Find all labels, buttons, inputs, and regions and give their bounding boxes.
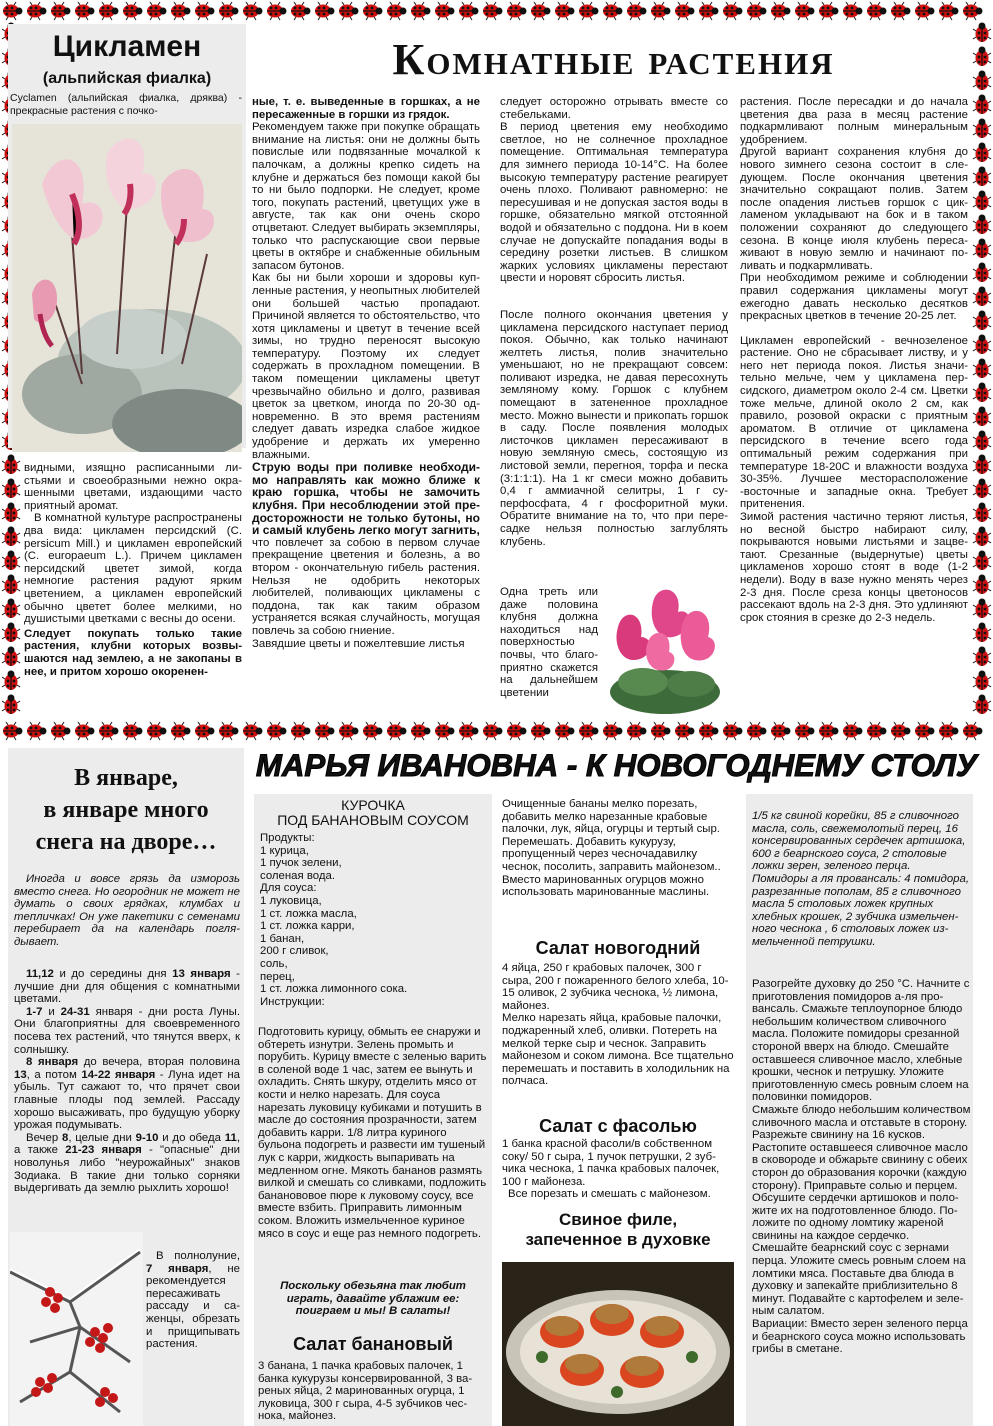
- ladybug-icon: [459, 2, 479, 20]
- cyclamen-title: Цикламен: [52, 30, 202, 63]
- ladybug-icon: [675, 2, 695, 20]
- title-line: снега на дворе…: [35, 829, 217, 855]
- ladybug-icon: [973, 287, 991, 307]
- bold-span: 13: [14, 1068, 27, 1081]
- ladybug-icon: [2, 527, 20, 547]
- ladybug-icon: [507, 722, 527, 740]
- ladybug-icon: [867, 2, 887, 20]
- ingredient-line: 1 банан,: [260, 932, 305, 945]
- ladybug-icon: [603, 2, 623, 20]
- ladybug-icon: [123, 2, 143, 20]
- ladybug-icon: [531, 2, 551, 20]
- ladybug-icon: [675, 722, 695, 740]
- ingredient-line: Продукты:: [260, 832, 315, 844]
- bold-span: 14-22 января: [81, 1068, 156, 1081]
- paragraph: После полного окончания цветения у цикламена персидского наступает период покоя. Обычно, как только начинают желтеть листья, полив значительно уменьшают, но не прекращают совсем: поливают изредка, не давая пересохнуть земляному кому. Горшок с клубнем помещают в затененное прохладное место. Можно вынести и прикопать горшок в саду. После появления молодых листочков цикламен пересаживают в новую земляную смесь, состоящую из листовой земли, перегноя, торфа и песка (3:1:1:1). На 1 кг смеси можно добавить 0,4 г аммиачной селитры, 1 г суперфосфата, 4 г фосфоритной муки. Обратите внимание на то, что при пересадке нельзя полностью заглублять клубень.: [500, 308, 728, 548]
- ladybug-icon: [843, 722, 863, 740]
- ladybug-border-middle: [0, 720, 993, 742]
- ladybug-icon: [819, 2, 839, 20]
- ladybug-icon: [973, 167, 991, 187]
- ladybug-icon: [435, 2, 455, 20]
- ladybug-icon: [507, 2, 527, 20]
- banana-salad-text: 3 банана, 1 пачка крабовых палочек, 1 банка кукурузы консервированной, 3 вареных яйца, 2 маринованных огурца, 1 луковица, 300 г сыра, 4-5 зубчиков чеснока, майонез.: [258, 1360, 473, 1423]
- ladybug-icon: [939, 722, 959, 740]
- ladybug-icon: [2, 551, 20, 571]
- paragraph: видными, изящно расписанными листьями и своеобразными нежно окрашенными цветами, издающими часто приятный аромат.: [24, 462, 242, 512]
- mid-col-banana: Очищенные бананы мелко порезать, добавить мелко нарезанные крабовые палочки, лук, яйца, огурцы и тертый сыр. Перемешать. Добавить кукурузу, пропущенный через чесночадавилку чеснок, посолить, заправить майонезом.. Вместо маринованных огурцов можно использовать маринованные маслины.: [502, 798, 721, 899]
- span: и: [48, 1005, 55, 1018]
- ladybug-icon: [973, 623, 991, 643]
- ladybug-icon: [603, 722, 623, 740]
- paragraph: Рекомендуем также при покупке обращать внимание на листья: они не должны быть повислые или подвязанные мочалкой к палочкам, а должны крепко сидеть на клубне и держаться без помощи какой бы то ни было подпорки. Не следует, кроме того, покупать растений, цветущих уже в августе, так как они очень скоро отцветают. Следует выбирать экземпляры, только что распускающие свои первые цветы в октябре и снабженные обильным запасом бутонов.: [252, 121, 480, 272]
- ladybug-icon: [973, 239, 991, 259]
- ladybug-icon: [723, 722, 743, 740]
- ladybug-icon: [973, 455, 991, 475]
- ladybug-icon: [2, 695, 20, 715]
- ladybug-icon: [75, 2, 95, 20]
- stuffed-tomatoes-photo: [502, 1262, 734, 1426]
- ladybug-icon: [699, 722, 719, 740]
- ladybug-icon: [747, 2, 767, 20]
- ladybug-icon: [315, 2, 335, 20]
- new-year-salad-text: [502, 962, 734, 1088]
- ladybug-icon: [387, 722, 407, 740]
- ladybug-icon: [973, 311, 991, 331]
- ladybug-icon: [973, 695, 991, 715]
- paragraph: [14, 968, 240, 1006]
- ladybug-icon: [267, 2, 287, 20]
- bean-salad-title: Салат с фасолью: [539, 1116, 697, 1136]
- ladybug-icon: [627, 2, 647, 20]
- ladybug-border-right: [971, 0, 993, 740]
- pork-fillet-title: [500, 1210, 736, 1250]
- bold-span: 1-7: [26, 1005, 43, 1018]
- ladybug-icon: [291, 2, 311, 20]
- paragraph-bold: ные, т. е. выведенные в горшках, а не пересаженные в горшки из грядок.: [252, 96, 480, 121]
- ladybug-icon: [795, 2, 815, 20]
- ladybug-icon: [267, 722, 287, 740]
- ingredient-line: 1 курица,: [260, 844, 309, 857]
- ladybug-icon: [973, 431, 991, 451]
- span: В полнолуние,: [156, 1250, 240, 1262]
- ladybug-icon: [27, 722, 47, 740]
- ladybug-icon: [339, 722, 359, 740]
- bold-span: 8 января: [26, 1056, 79, 1069]
- pork-instructions: [752, 978, 974, 1356]
- ladybug-icon: [315, 722, 335, 740]
- span: , а также: [14, 1131, 241, 1157]
- title-line: Свиное филе,: [558, 1210, 678, 1229]
- paragraph: Смажьте блюдо небольшим количеством сливочного масла и отставьте в сторону. Разрежьте свинину на 16 кусков. Растопите оставшееся сливочное масло в сковороде и обжарьте свинину с обеих сторон до образования корочки (каждую сторону). Приправьте солью и перцем.: [752, 1103, 971, 1192]
- kurochka-ingredients: [260, 832, 486, 1008]
- ladybug-icon: [973, 143, 991, 163]
- span: , а потом: [26, 1068, 77, 1081]
- paragraph: 1/5 кг свиной корейки, 85 г сливочного масла, соль, свежемолотый перец, 16 консервированных сердечек артишока, 600 г беарнского соуса, 2 столовые ложки зерен, зеленого перца.: [752, 810, 966, 873]
- ingredient-line: перец,: [260, 970, 295, 983]
- paragraph: 4 яйца, 250 г крабовых палочек, 300 г сыра, 200 г пожаренного белого хлеба, 10-15 оливок, 2 зубчика чеснока, ½ лимона, майонез.: [502, 962, 729, 1012]
- ingredient-line: Для соуса:: [260, 882, 317, 895]
- cyclamen-intro: Cyclamen (альпийская фиалка, дряква) - прекрасные растения с почко-: [10, 92, 242, 117]
- title-line: КУРОЧКА: [341, 797, 405, 813]
- ladybug-icon: [915, 2, 935, 20]
- ladybug-icon: [219, 2, 239, 20]
- title-line: ПОД БАНАНОВЫМ СОУСОМ: [277, 812, 469, 828]
- span: Вечер: [26, 1131, 59, 1144]
- paragraph: В комнатной культуре распространены два вида: цикламен персидский (C. persicum Mill.) и цикламен европейский (C. europaeum L.). Причем цикламен персидский цветет зимой, когда немногие растения радуют ярким цветением, а цикламен европейский обычно цветет более мелкими, но душистыми цветками с весны до осени.: [24, 512, 242, 626]
- span: , целые дни: [68, 1131, 132, 1144]
- ladybug-icon: [2, 575, 20, 595]
- ladybug-icon: [2, 671, 20, 691]
- span: января - дни роста Луны. Они благоприятны для своевременного посева тех растений, что тянутся вверх, к солнышку.: [14, 1005, 240, 1056]
- ingredient-line: Инструкции:: [260, 995, 325, 1008]
- ladybug-icon: [973, 575, 991, 595]
- ladybug-icon: [171, 2, 191, 20]
- ladybug-icon: [243, 722, 263, 740]
- ladybug-icon: [973, 359, 991, 379]
- ladybug-icon: [27, 2, 47, 20]
- paragraph-bold: Следует покупать только такие растения, клубни которых возвышаются над землею, а не закопаны в нее, и притом хорошо окоренен-: [24, 627, 242, 678]
- ingredient-line: 1 ст. ложка масла,: [260, 907, 357, 920]
- ladybug-icon: [843, 2, 863, 20]
- ladybug-icon: [219, 722, 239, 740]
- ladybug-icon: [651, 2, 671, 20]
- heading-text: Комнатные растения: [392, 35, 835, 84]
- pink-flower-photo: [603, 582, 728, 718]
- ladybug-icon: [195, 722, 215, 740]
- bold-span: 21-23 января: [65, 1144, 142, 1157]
- ladybug-icon: [363, 2, 383, 20]
- ladybug-icon: [435, 722, 455, 740]
- ladybug-icon: [973, 383, 991, 403]
- span: , не рекомендуется пересаживать рассаду и саженцы, обрезать и прищипывать растения.: [146, 1262, 240, 1351]
- pork-ingredients: [752, 810, 974, 949]
- ladybug-icon: [973, 647, 991, 667]
- ladybug-icon: [387, 2, 407, 20]
- ladybug-icon: [291, 722, 311, 740]
- ladybug-icon: [339, 2, 359, 20]
- paragraph: Завядшие цветы и пожелтевшие листья: [252, 637, 465, 650]
- kurochka-title: [256, 798, 490, 828]
- ladybug-icon: [555, 2, 575, 20]
- paragraph: При необходимом режиме и соблюдении правил содержания цикламены могут ежегодно давать несколько десятков прекрасных цветков в течение 20-25 лет.: [740, 272, 968, 323]
- ladybug-icon: [771, 722, 791, 740]
- ladybug-icon: [795, 722, 815, 740]
- ingredient-line: 1 ст. ложка лимонного сока.: [260, 983, 408, 996]
- ingredient-line: соль,: [260, 957, 288, 970]
- ladybug-icon: [973, 47, 991, 67]
- cyclamen-photo: [12, 124, 242, 452]
- ladybug-icon: [2, 623, 20, 643]
- ladybug-icon: [411, 2, 431, 20]
- ladybug-icon: [627, 722, 647, 740]
- ingredient-line: 1 ст. ложка карри,: [260, 920, 355, 933]
- ladybug-icon: [973, 71, 991, 91]
- kurochka-instructions: Подготовить курицу, обмыть ее снаружи и обтереть изнутри. Зелень промыть и порубить. Курицу вместе с зеленью варить в соленой воде 1 час, затем ее вынуть и охладить. Снять шкуру, отделить мясо от кости и нелко нарезать. Для соуса нарезать луковицу кубиками и потушить в масле до состояния прозрачности, затем добавить карри. 1/8 литра куриного бульона подогреть и развести им тушеный лук с карри, жидкость выпаривать на медленном огне. Мякоть бананов размять вилкой и смешать со сливками, подложить бананововое пюре к луковому соусу, все вместе взбить. Приправить лимонным соком. Вложить измельченное куриное мясо в соус и еще раз немного подогреть.: [258, 1026, 487, 1240]
- ladybug-icon: [483, 722, 503, 740]
- paragraph: [14, 1006, 240, 1056]
- ingredient-line: 200 г сливок,: [260, 945, 329, 958]
- ladybug-icon: [555, 722, 575, 740]
- cyclamen-subtitle: (альпийская фиалка): [42, 70, 212, 87]
- kurochka-motto: Поскольку обезьяна так любит играть, давайте ублажим ее: поиграем и мы! В салаты!: [280, 1280, 466, 1318]
- title-line: запеченное в духовке: [525, 1230, 711, 1249]
- bold-span: 11,12: [26, 968, 54, 980]
- january-intro: Иногда и вовсе грязь да изморозь вместо снега. Но огородник не может не думать о своих грядках, клумбах и тепличках! Он уже пакетики с семенами перебирает да на календарь поглядывает.: [14, 873, 240, 948]
- rowan-berries-photo: [10, 1232, 143, 1426]
- ladybug-icon: [2, 479, 20, 499]
- ladybug-icon: [483, 2, 503, 20]
- paragraph: Другой вариант сохранения клубня до нового зимнего сезона состоит в следующем. После окончания цветения значительно сокращают полив. Затем после опадения листьев горшок с цикламеном укладывают на бок и в таком положении сохраняют до следующего сезона. В конце июля клубень пересаживают в новую землю и начинают поливать и подкармливать.: [740, 146, 968, 272]
- paragraph: Цикламен европейский - вечнозеленое растение. Оно не сбрасывает листву, и у него нет периода покоя. Листья значительно мельче, чем у цикламена персидского, диаметром около 2-4 см. Цветки тоже мельче, длиной около 2 см, как правило, розовой окраски с приятным ароматом. В отличие от цикламена персидского в течение всего года оптимальный режим содержания при температуре 18-20С и влажности воздуха 30-35%. Лучшее месторасположение -восточные и западные окна. Требует притенения.: [740, 334, 968, 511]
- ladybug-icon: [723, 2, 743, 20]
- ladybug-icon: [973, 551, 991, 571]
- ladybug-icon: [973, 599, 991, 619]
- bold-span: 24-31: [60, 1005, 90, 1018]
- ladybug-icon: [147, 722, 167, 740]
- cyclamen-col1-bottom: [24, 462, 242, 678]
- bold-span: 13 января: [172, 968, 231, 980]
- ladybug-icon: [123, 722, 143, 740]
- paragraph: В период цветения ему необходимо светлое, но не солнечное прохладное помещение. Оптимальная температура для зимнего периода 10-14°С. На более высокую температуру растение реагирует очень плохо. Поливают равномерно: не пересушивая и не допуская застоя воды в горшке, обязательно мягкой отстоянной водой и обязательно с поддона. Ни в коем случае не допускайте попадания воды в середину розетки листьев. В слишком жарких условиях цикламены перестают цвести и норовят сбросить листья.: [500, 121, 728, 285]
- ladybug-icon: [459, 722, 479, 740]
- ladybug-icon: [939, 2, 959, 20]
- ladybug-icon: [51, 2, 71, 20]
- ladybug-icon: [579, 2, 599, 20]
- span: и до середины дня: [59, 968, 167, 980]
- span: и до обеда: [162, 1131, 221, 1144]
- span: - лучшие дни для общения с комнатными цветами.: [14, 968, 240, 1006]
- ladybug-icon: [75, 722, 95, 740]
- ladybug-icon: [99, 722, 119, 740]
- ladybug-icon: [171, 722, 191, 740]
- bold-span: 7 января: [146, 1262, 209, 1275]
- paragraph-bold: Струю воды при поливке необходимо направлять как можно ближе к краю горшка, чтобы не замочить клубня. При несоблюдении этой предосторожности не только бутоны, но и самый клубень легко могут загнить,: [252, 460, 480, 538]
- ladybug-icon: [579, 722, 599, 740]
- ladybug-icon: [363, 722, 383, 740]
- ladybug-icon: [651, 722, 671, 740]
- ladybug-icon: [2, 599, 20, 619]
- banana-salad-title: Салат банановый: [293, 1334, 453, 1354]
- ingredient-line: 1 пучок зелени,: [260, 857, 342, 870]
- ladybug-icon: [747, 722, 767, 740]
- ladybug-icon: [147, 2, 167, 20]
- houseplants-heading: [256, 34, 971, 85]
- ladybug-icon: [973, 263, 991, 283]
- paragraph: растения. После пересадки и до начала цветения два раза в месяц растение подкармливают полным минеральным удобрением.: [740, 96, 968, 146]
- paragraph: Зимой растения частично теряют листья, но весной быстро набирают силу, покрываются новыми листьями и зацветают. Срезанные (выдернутые) цветы цикламенов хорошо стоят в воде (1-2 недели). Воду в вазе нужно менять через 2-3 дня. После среза концы цветоносов рассекают вдоль на 2-3 дня. Это удлиняют срок стояния в срезке до 2-3 недель.: [740, 511, 968, 624]
- paragraph: Смешайте беарнский соус с зернами перца. Уложите смесь ровным слоем на ломтики мяса. Поставьте два блюда в духовку и запекайте приблизительно 8 минут. Подавайте с картофелем и зеленым салатом.: [752, 1242, 966, 1318]
- paragraph: [14, 1132, 240, 1195]
- article-col2: [252, 96, 480, 650]
- ladybug-icon: [973, 215, 991, 235]
- ladybug-icon: [2, 647, 20, 667]
- article-col3: [500, 96, 728, 548]
- ladybug-icon: [771, 2, 791, 20]
- ladybug-icon: [699, 2, 719, 20]
- ladybug-icon: [973, 23, 991, 43]
- ladybug-icon: [2, 455, 20, 475]
- ladybug-icon: [973, 479, 991, 499]
- paragraph: Все порезать и смешать с майонезом.: [508, 1188, 711, 1201]
- paragraph: Как бы ни были хороши и здоровы купленные растения, у неопытных любителей они большей частью пропадают. Причиной является то обстоятельство, что хотя цикламены и цветут в течение всей зимы, но трудно переносят высокую температуру. Поэтому их следует содержать в прохладном помещении. В таком помещении цикламены цветут чрезвычайно обильно и долго, развивая цветок за цветком, иногда по 20-30 одновременно. В это время растениям следует давать изредка слабое жидкое удобрение и держать их умеренно влажными.: [252, 272, 480, 461]
- title-line: В январе,: [74, 765, 178, 791]
- ladybug-icon: [973, 671, 991, 691]
- bold-span: 9-10: [135, 1131, 159, 1144]
- ladybug-icon: [973, 119, 991, 139]
- ladybug-icon: [973, 335, 991, 355]
- ladybug-icon: [891, 2, 911, 20]
- title-line: в январе много: [43, 797, 209, 823]
- article-col4: [740, 96, 968, 624]
- span: - Луна идет на убыль. Тут сажают то, что прячет свои главные плоды под землей. Рассаду хорошо высаживать, про будущую уборку урожая подумывать.: [14, 1068, 240, 1132]
- span: - "опасные" дни новолунья либо "неурожайных" знаков Зодиака. В такие дни только сорняки выдергивать да землю рыхлить хорошо!: [14, 1144, 240, 1195]
- span: до вечера, вторая половина: [83, 1056, 240, 1069]
- ladybug-icon: [973, 407, 991, 427]
- new-year-salad-title: Салат новогодний: [535, 938, 701, 958]
- bold-span: 11: [224, 1131, 237, 1144]
- ladybug-icon: [867, 722, 887, 740]
- ladybug-icon: [243, 2, 263, 20]
- paragraph: [14, 1056, 240, 1132]
- ladybug-icon: [99, 2, 119, 20]
- ingredient-line: соленая вода.: [260, 869, 336, 882]
- maria-ivanovna-heading: МАРЬЯ ИВАНОВНА - К НОВОГОДНЕМУ СТОЛУ: [255, 748, 978, 783]
- ladybug-icon: [915, 722, 935, 740]
- paragraph: Помидоры а ля провансаль: 4 помидора, разрезанные пополам, 85 г сливочного масла 5 столовых ложек крупных хлебных крошек, 2 зубчика измельченного чеснока , 6 столовых ложек измельченной петрушки.: [752, 872, 970, 948]
- ladybug-icon: [195, 2, 215, 20]
- ingredient-line: 1 луковица,: [260, 894, 322, 907]
- january-title: [10, 762, 242, 858]
- january-full-moon: [146, 1250, 240, 1351]
- ladybug-icon: [973, 191, 991, 211]
- article-col3-wrap: Одна треть или даже половина клубня должна находиться над поверхностью почвы, что благоприятно скажется на дальнейшем цветении: [500, 586, 598, 699]
- ladybug-icon: [973, 503, 991, 523]
- ladybug-icon: [973, 95, 991, 115]
- paragraph: Разогрейте духовку до 250 °С. Начните с приготовления помидоров а-ля провансаль. Смажьте теплоупорное блюдо небольшим количеством сливочного масла. Положите помидоры срезанной стороной вверх на блюдо. Смешайте оставшееся сливочное масло, хлебные крошки, чеснок и петрушку. Уложите приготовленную смесь ровным слоем на половинки помидоров.: [752, 978, 970, 1104]
- ladybug-icon: [531, 722, 551, 740]
- paragraph: следует осторожно отрывать вместе со стебельками.: [500, 96, 728, 121]
- bean-salad-text: [502, 1138, 734, 1201]
- bold-span: 8: [61, 1131, 69, 1144]
- paragraph: Мелко нарезать яйца, крабовые палочки, поджаренный хлеб, оливки. Потереть на мелкой терке сыр и чеснок. Заправить майонезом и соком лимона. Все тщательно перемешать и поставить в холодильник на полчаса.: [502, 1012, 734, 1088]
- paragraph: 1 банка красной фасоли/в собственном соку/ 50 г сыра, 1 пучок петрушки, 2 зубчика чеснока, 1 пачка крабовых палочек, 100 г майонеза.: [502, 1138, 720, 1188]
- ladybug-icon: [51, 722, 71, 740]
- paragraph: Обсушите сердечки артишоков и положите их на подготовленное блюдо. Положите по одному ломтику жареной свинины на каждое сердечко.: [752, 1192, 959, 1242]
- ladybug-icon: [973, 527, 991, 547]
- ladybug-icon: [891, 722, 911, 740]
- paragraph: Вариации: Вместо зерен зеленого перца и беарнского соуса можно использовать грибы в сметане.: [752, 1318, 968, 1356]
- ladybug-icon: [2, 503, 20, 523]
- january-body: [14, 968, 240, 1195]
- ladybug-icon: [819, 722, 839, 740]
- ladybug-icon: [411, 722, 431, 740]
- ladybug-border-top: [0, 0, 993, 22]
- paragraph: что повлечет за собою в первом случае прекращение цветения и болезнь, а во втором - окончательную гибель растения. Нельзя не одобрить некоторых любителей, поливающих цикламены с поддона, так как таким образом устраняется всякая случайность, могущая повлечь за собою гниение.: [252, 536, 480, 637]
